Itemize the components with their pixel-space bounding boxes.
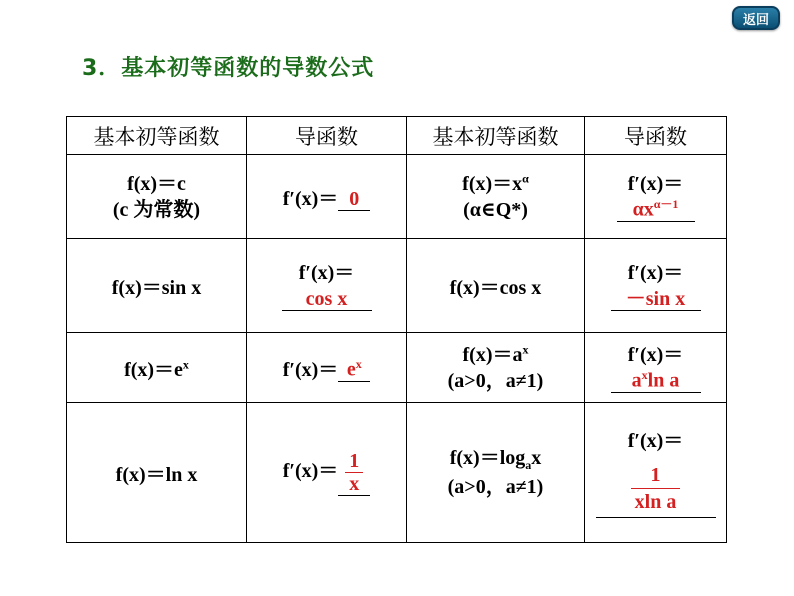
- function-cell: [67, 239, 247, 333]
- function-cell: [407, 333, 585, 403]
- header-derivative: 导函数: [585, 117, 727, 155]
- function-formula: f(x)＝sin x: [111, 277, 202, 299]
- derivative-answer: －sin x: [611, 288, 701, 311]
- function-note: (α∈Q*): [463, 198, 528, 221]
- derivative-prefix: f′(x)＝: [627, 261, 684, 284]
- function-formula: f(x)＝cos x: [449, 277, 542, 299]
- derivative-prefix: f′(x)＝: [282, 359, 339, 381]
- fraction-denominator: xln a: [634, 490, 677, 513]
- derivative-cell: [585, 403, 727, 543]
- function-note: (a>0，a≠1): [447, 475, 544, 498]
- derivative-answer: 0: [338, 188, 370, 211]
- formula-suffix: x: [531, 447, 542, 470]
- function-exponent: α: [522, 170, 529, 185]
- derivative-cell: [247, 155, 407, 239]
- derivative-prefix: f′(x)＝: [627, 429, 684, 452]
- derivative-answer: cos x: [282, 288, 372, 311]
- table-row: [67, 403, 727, 543]
- derivative-cell: [585, 155, 727, 239]
- function-formula: f(x)＝ln x: [115, 464, 198, 486]
- derivative-cell: [247, 403, 407, 543]
- derivative-prefix: f′(x)＝: [627, 343, 684, 366]
- derivative-table: [66, 116, 727, 543]
- derivative-cell: [247, 239, 407, 333]
- derivative-cell: [585, 239, 727, 333]
- derivative-prefix: f′(x)＝: [298, 261, 355, 284]
- answer-base: a: [631, 369, 642, 392]
- table-row: [67, 239, 727, 333]
- function-formula: f(x)＝e: [124, 359, 183, 381]
- function-formula: f(x)＝a: [462, 343, 523, 366]
- derivative-prefix: f′(x)＝: [627, 172, 684, 195]
- fraction: [345, 450, 363, 495]
- function-exponent: x: [522, 341, 529, 356]
- derivative-answer: [617, 198, 695, 222]
- answer-exponent: x: [355, 357, 362, 372]
- function-cell: [67, 403, 247, 543]
- function-formula: f(x)＝x: [462, 172, 523, 195]
- derivative-cell: [247, 333, 407, 403]
- answer-base: αx: [632, 198, 654, 221]
- derivative-answer: [338, 358, 370, 382]
- function-exponent: x: [182, 357, 189, 372]
- function-note: (a>0，a≠1): [447, 369, 544, 392]
- table-header-row: [67, 117, 727, 155]
- function-cell: [67, 333, 247, 403]
- fraction: [631, 462, 681, 515]
- derivative-cell: [585, 333, 727, 403]
- function-cell: [407, 155, 585, 239]
- derivative-answer: [338, 450, 370, 496]
- function-note: (c 为常数): [112, 198, 201, 221]
- header-derivative: 导函数: [247, 117, 407, 155]
- answer-tail: ln a: [647, 369, 680, 392]
- function-cell: [407, 403, 585, 543]
- derivative-prefix: f′(x)＝: [282, 459, 339, 482]
- table-row: [67, 333, 727, 403]
- header-function: 基本初等函数: [67, 117, 247, 155]
- answer-blank-line: [596, 517, 716, 518]
- answer-base: e: [346, 359, 356, 381]
- fraction-numerator: 1: [631, 462, 681, 489]
- table-row: [67, 155, 727, 239]
- function-formula: [449, 447, 542, 473]
- function-formula: f(x)＝c: [127, 172, 186, 195]
- formula-prefix: f(x)＝log: [449, 447, 526, 470]
- answer-exponent: x: [641, 367, 648, 382]
- derivative-prefix: f′(x)＝: [282, 188, 339, 210]
- section-title: 3．基本初等函数的导数公式: [82, 56, 375, 81]
- back-button[interactable]: 返回: [732, 6, 780, 30]
- derivative-answer: [611, 369, 701, 393]
- answer-exponent: α－1: [653, 196, 679, 211]
- fraction-denominator: x: [349, 472, 360, 495]
- fraction-numerator: 1: [345, 450, 363, 473]
- function-cell: [67, 155, 247, 239]
- formula-subscript: a: [525, 458, 532, 473]
- header-function: 基本初等函数: [407, 117, 585, 155]
- function-cell: [407, 239, 585, 333]
